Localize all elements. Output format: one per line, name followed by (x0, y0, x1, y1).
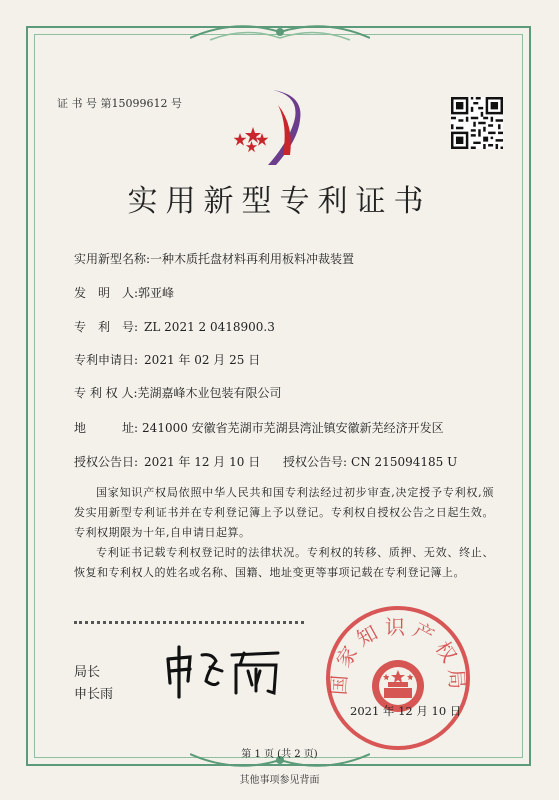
field-application-date (74, 351, 260, 368)
certificate-number: 证 书 号 第15099612 号 (57, 97, 182, 110)
field-value: ZL 2021 2 0418900.3 (144, 320, 275, 334)
field-value: 2021 年 12 月 10 日 (144, 455, 261, 469)
field-value: CN 215094185 U (351, 455, 458, 469)
legal-status-statement: 专利证书记载专利权登记时的法律状况。专利权的转移、质押、无效、终止、恢复和专利权人的姓名或名称、国籍、地址变更等事项记载在专利登记簿上。 (74, 546, 494, 579)
seal-date: 2021 年 12 月 10 日 (350, 704, 462, 718)
official-seal (324, 604, 472, 752)
field-patent-number (74, 318, 275, 335)
grant-statement: 国家知识产权局依照中华人民共和国专利法经过初步审查,决定授予专利权,颁发实用新型专利证书并在专利登记簿上予以登记。专利权自授权公告之日起生效。专利权期限为十年,自申请日起算。 (74, 486, 494, 539)
field-label: 专利申请日: (74, 353, 139, 367)
field-value: 241000 安徽省芜湖市芜湖县湾沚镇安徽新芜经济开发区 (142, 421, 444, 435)
field-label: 授权公告号: (283, 455, 348, 469)
certificate-title: 实用新型专利证书 (127, 184, 432, 219)
footer-note: 其他事项参见背面 (239, 775, 320, 786)
field-grant-number (283, 453, 457, 470)
field-label: 实用新型名称: (74, 252, 151, 266)
signatory-title: 局长 (74, 665, 101, 680)
field-value: 芜湖嘉峰木业包装有限公司 (137, 386, 282, 400)
field-label: 授权公告日: (74, 455, 139, 469)
qr-code-icon (451, 97, 503, 149)
patent-office-logo-icon (228, 85, 314, 167)
signatory-name: 申长雨 (74, 687, 114, 702)
field-address (74, 419, 444, 436)
field-value: 郭亚峰 (138, 286, 175, 300)
field-grant-date (74, 453, 260, 470)
field-value: 一种木质托盘材料再利用板料冲裁装置 (150, 252, 355, 266)
field-design-name (74, 250, 354, 267)
field-label: 专 利 权 人: (74, 386, 138, 400)
field-patentee (74, 384, 282, 401)
field-inventor (74, 284, 174, 301)
top-ornament (190, 18, 370, 48)
field-label: 地 址: (74, 421, 139, 435)
page-number: 第 1 页 (共 2 页) (241, 749, 318, 760)
field-label: 专 利 号: (74, 320, 139, 334)
handwritten-signature (160, 641, 290, 701)
field-value: 2021 年 02 月 25 日 (144, 353, 261, 367)
svg-text:国家知识产权局: 国家知识产权局 (326, 615, 470, 696)
field-label: 发 明 人: (74, 286, 139, 300)
divider (74, 621, 304, 624)
